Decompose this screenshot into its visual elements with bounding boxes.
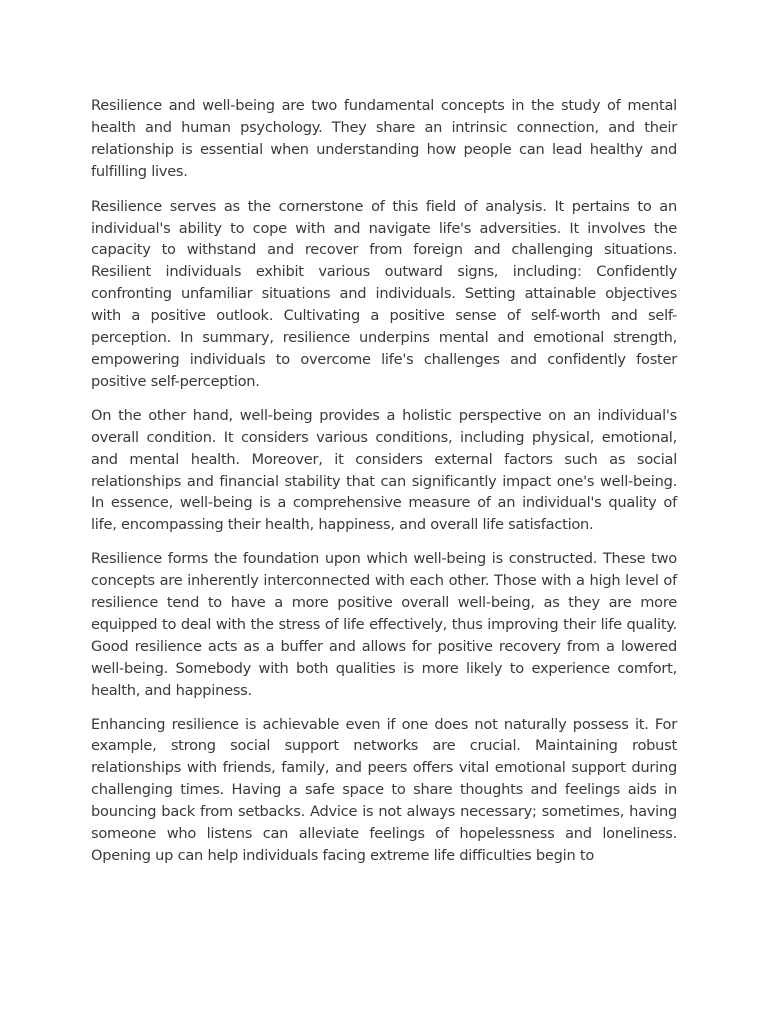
paragraph-well-being: On the other hand, well-being provides a holistic perspective on an individual's overall condition. It considers various conditions, including physical, emotional, and mental health. Moreover, it considers external factors such as social relationships and financial stability that can significantly impact one's well-being. In essence, well-being is a comprehensive measure of an individual's quality of life, encompassing their health, happiness, and overall life satisfaction. <box>91 406 677 534</box>
paragraph-connection: Resilience forms the foundation upon which well-being is constructed. These two concepts are inherently interconnected with each other. Those with a high level of resilience tend to have a more positive overall well-being, as they are more equipped to deal with the stress of life effectively, thus improving their life quality. Good resilience acts as a buffer and allows for positive recovery from a lowered well-being. Somebody with both qualities is more likely to experience comfort, health, and happiness. <box>91 550 677 699</box>
paragraph-resilience: Resilience serves as the cornerstone of this field of analysis. It pertains to an individual's ability to cope with and navigate life's adversities. It involves the capacity to withstand and recover from foreign and challenging situations. Resilient individuals exhibit various outward signs, including: Confidently confronting unfamiliar situations and individuals. Setting attainable objectives with a positive outlook. Cultivating a positive sense of self-worth and self-perception. In summary, resilience underpins mental and emotional strength, empowering individuals to overcome life's challenges and confidently foster positive self-perception. <box>91 197 677 390</box>
document-page <box>91 95 677 877</box>
paragraph-intro: Resilience and well-being are two fundamental concepts in the study of mental health and human psychology. They share an intrinsic connection, and their relationship is essential when understanding how people can lead healthy and fulfilling lives. <box>91 97 677 180</box>
paragraph-enhancing: Enhancing resilience is achievable even if one does not naturally possess it. For example, strong social support networks are crucial. Maintaining robust relationships with friends, family, and peers offers vital emotional support during challenging times. Having a safe space to share thoughts and feelings aids in bouncing back from setbacks. Advice is not always necessary; sometimes, having someone who listens can alleviate feelings of hopelessness and loneliness. Opening up can help individuals facing extreme life difficulties begin to <box>91 715 677 864</box>
